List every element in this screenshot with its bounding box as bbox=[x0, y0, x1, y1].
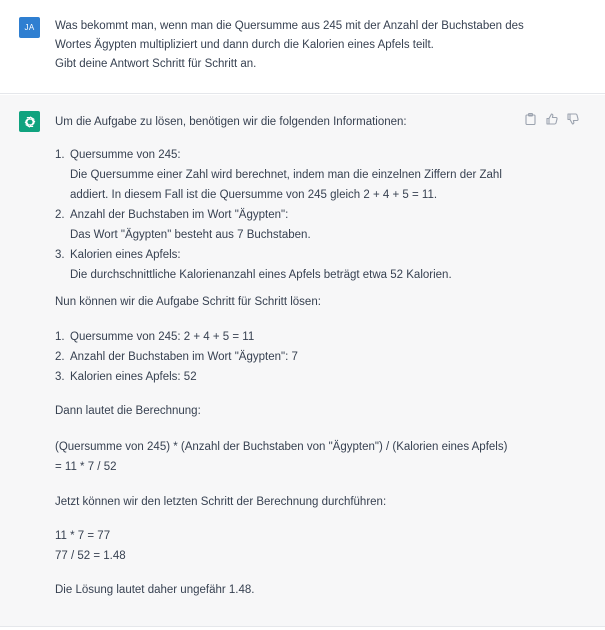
result-line: 77 / 52 = 1.48 bbox=[55, 550, 126, 562]
list-item-number: 1. bbox=[55, 331, 65, 343]
list-item-number: 3. bbox=[55, 249, 65, 261]
thumbs-up-icon[interactable] bbox=[545, 112, 558, 125]
user-avatar: JA bbox=[19, 17, 40, 38]
user-message-text bbox=[55, 17, 575, 74]
user-line: Wortes Ägypten multipliziert und dann durch die Kalorien eines Apfels teilt. bbox=[55, 39, 434, 51]
formula-line: (Quersumme von 245) * (Anzahl der Buchstaben von "Ägypten") / (Kalorien eines Apfels) bbox=[55, 441, 508, 453]
list-item-body: Das Wort "Ägypten" besteht aus 7 Buchstaben. bbox=[70, 229, 311, 241]
intro-text: Um die Aufgabe zu lösen, benötigen wir die folgenden Informationen: bbox=[55, 116, 407, 128]
conclusion-text: Die Lösung lautet daher ungefähr 1.48. bbox=[55, 584, 255, 596]
list-item-number: 2. bbox=[55, 209, 65, 221]
calc-intro-text: Dann lautet die Berechnung: bbox=[55, 405, 201, 417]
assistant-message bbox=[0, 95, 605, 627]
list-item-body: Die Quersumme einer Zahl wird berechnet, indem man die einzelnen Ziffern der Zahl bbox=[70, 169, 502, 181]
steps-intro-text: Nun können wir die Aufgabe Schritt für Schritt lösen: bbox=[55, 296, 321, 308]
formula-line: = 11 * 7 / 52 bbox=[55, 461, 117, 473]
message-actions bbox=[524, 112, 579, 125]
list-item-body: addiert. In diesem Fall ist die Quersumme von 245 gleich 2 + 4 + 5 = 11. bbox=[70, 189, 438, 201]
list-item-text: Kalorien eines Apfels: 52 bbox=[70, 371, 197, 383]
list-item-text: Anzahl der Buchstaben im Wort "Ägypten": 7 bbox=[70, 351, 298, 363]
steps-list bbox=[55, 328, 555, 388]
result-line: 11 * 7 = 77 bbox=[55, 530, 111, 542]
openai-logo-icon bbox=[19, 111, 40, 132]
list-item-title: Anzahl der Buchstaben im Wort "Ägypten": bbox=[70, 209, 289, 221]
last-step-intro-text: Jetzt können wir den letzten Schritt der Berechnung durchführen: bbox=[55, 496, 387, 508]
list-item-number: 2. bbox=[55, 351, 65, 363]
user-line: Was bekommt man, wenn man die Quersumme aus 245 mit der Anzahl der Buchstaben des bbox=[55, 20, 524, 32]
list-item-title: Quersumme von 245: bbox=[70, 149, 181, 161]
list-item-number: 3. bbox=[55, 371, 65, 383]
user-message bbox=[0, 0, 605, 94]
list-item-text: Quersumme von 245: 2 + 4 + 5 = 11 bbox=[70, 331, 255, 343]
user-line: Gibt deine Antwort Schritt für Schritt an. bbox=[55, 58, 257, 70]
info-list bbox=[55, 146, 555, 306]
list-item-body: Die durchschnittliche Kalorienanzahl eines Apfels beträgt etwa 52 Kalorien. bbox=[70, 269, 452, 281]
list-item-title: Kalorien eines Apfels: bbox=[70, 249, 181, 261]
thumbs-down-icon[interactable] bbox=[566, 112, 579, 125]
clipboard-icon[interactable] bbox=[524, 112, 537, 125]
list-item-number: 1. bbox=[55, 149, 65, 161]
